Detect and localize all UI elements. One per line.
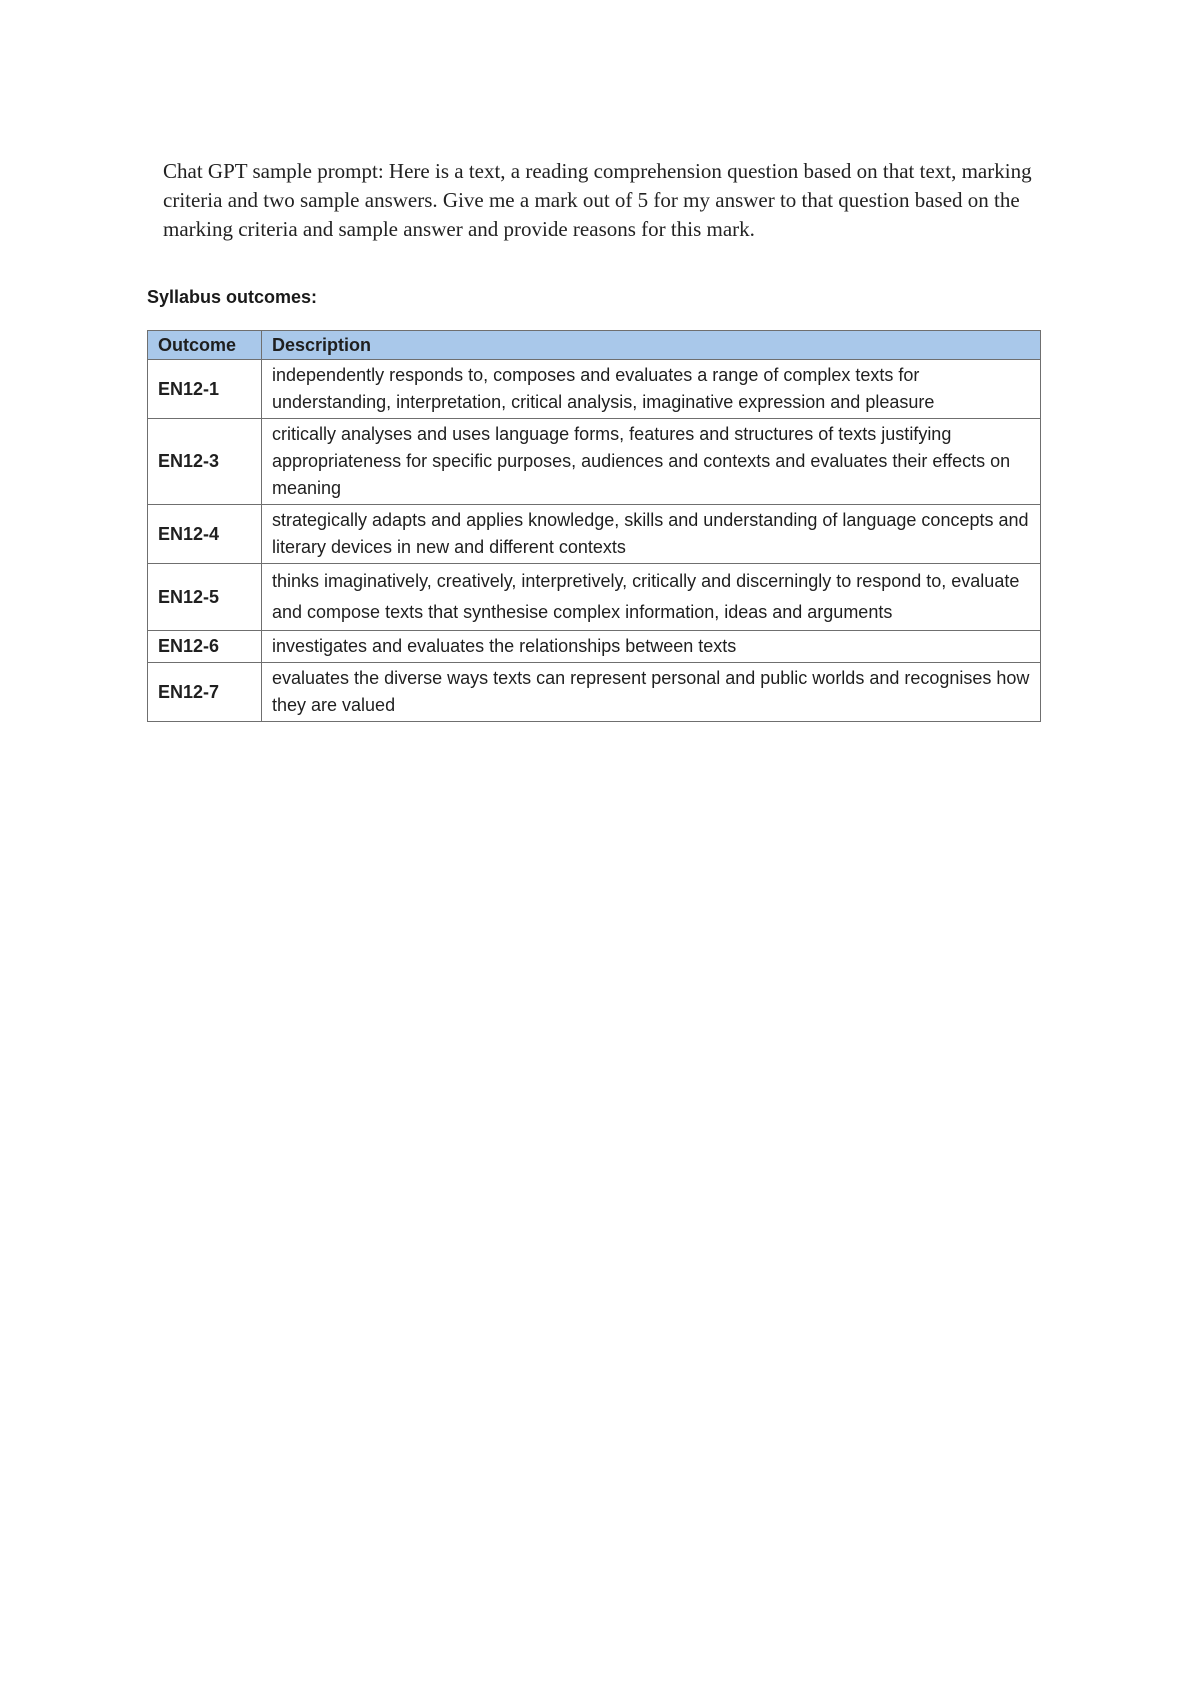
- table-row: [148, 419, 1041, 505]
- outcome-code: EN12-5: [148, 564, 262, 631]
- outcome-description: thinks imaginatively, creatively, interpretively, critically and discerningly to respond to, evaluate and compose texts that synthesise complex information, ideas and arguments: [262, 564, 1041, 631]
- table-row: [148, 505, 1041, 564]
- outcome-description: independently responds to, composes and evaluates a range of complex texts for understanding, interpretation, critical analysis, imaginative expression and pleasure: [262, 360, 1041, 419]
- outcome-description: strategically adapts and applies knowledge, skills and understanding of language concepts and literary devices in new and different contexts: [262, 505, 1041, 564]
- table-row: [148, 360, 1041, 419]
- outcome-description: critically analyses and uses language forms, features and structures of texts justifying appropriateness for specific purposes, audiences and contexts and evaluates their effects on meaning: [262, 419, 1041, 505]
- column-header-description: Description: [262, 331, 1041, 360]
- table-row: [148, 564, 1041, 631]
- table-header-row: [148, 331, 1041, 360]
- outcome-code: EN12-3: [148, 419, 262, 505]
- syllabus-outcomes-heading: Syllabus outcomes:: [147, 287, 318, 307]
- table-row: [148, 663, 1041, 722]
- outcome-code: EN12-7: [148, 663, 262, 722]
- outcome-code: EN12-1: [148, 360, 262, 419]
- outcome-code: EN12-6: [148, 631, 262, 663]
- chatgpt-sample-prompt: Chat GPT sample prompt: Here is a text, a reading comprehension question based on that text, marking criteria and two sample answers. Give me a mark out of 5 for my answer to that question based on the marking criteria and sample answer and provide reasons for this mark.: [163, 159, 1032, 241]
- outcome-code: EN12-4: [148, 505, 262, 564]
- column-header-outcome: Outcome: [148, 331, 262, 360]
- table-row: [148, 631, 1041, 663]
- outcome-description: evaluates the diverse ways texts can represent personal and public worlds and recognises how they are valued: [262, 663, 1041, 722]
- outcome-description: investigates and evaluates the relationships between texts: [262, 631, 1041, 663]
- syllabus-outcomes-table: [147, 330, 1041, 722]
